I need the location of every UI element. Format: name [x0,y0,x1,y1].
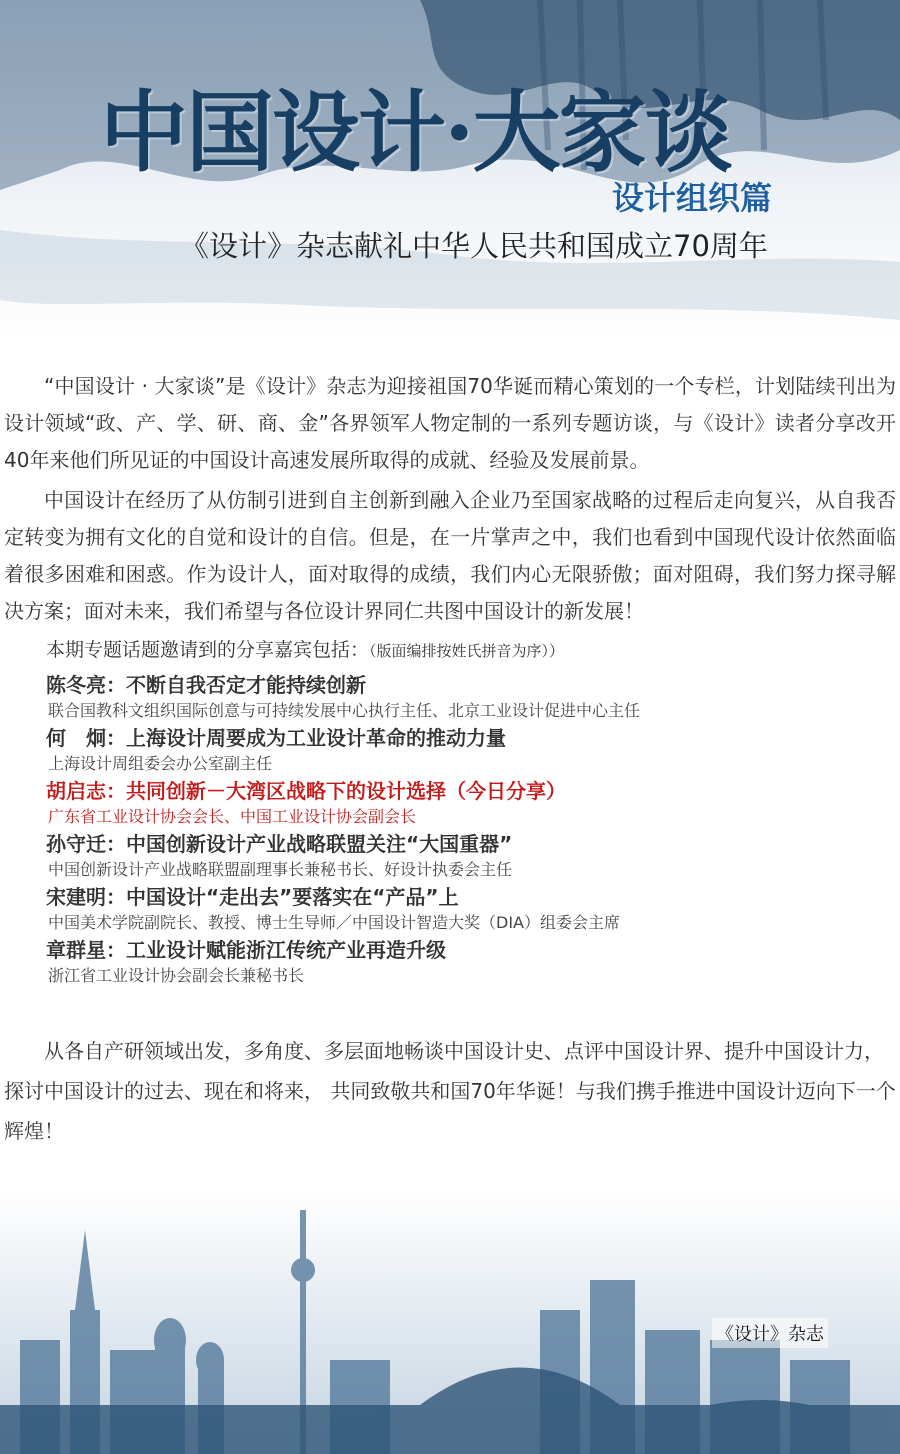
guests-order-note: （版面编排按姓氏拼音为序）） [369,642,565,660]
article-body [0,368,900,1151]
guest-item [0,671,900,722]
guest-title: 广东省工业设计协会会长、中国工业设计协会副会长 [48,807,417,826]
page-header [0,0,900,300]
guest-topic: 陈冬亮：不断自我否定才能持续创新 [46,673,366,697]
guest-item [0,830,900,881]
magazine-signature: 《设计》杂志 [712,1318,828,1348]
guests-intro-text: 本期专题话题邀请到的分享嘉宾包括： [46,639,370,661]
guest-title: 联合国教科文组织国际创意与可持续发展中心执行主任、北京工业设计促进中心主任 [48,701,641,720]
guest-title: 上海设计周组委会办公室副主任 [48,754,273,773]
guest-topic: 孙守迁：中国创新设计产业战略联盟关注“大国重器” [46,832,513,856]
guest-title: 中国创新设计产业战略联盟副理事长兼秘书长、好设计执委会主任 [48,860,513,879]
guest-item-featured [0,777,900,828]
intro-paragraph-2: 中国设计在经历了从仿制引进到自主创新到融入企业乃至国家战略的过程后走向复兴，从自我否定转变为拥有文化的自觉和设计的自信。但是，在一片掌声之中，我们也看到中国现代设计依然面临着很多困难和困惑。作为设计人，面对取得的成绩，我们内心无限骄傲；面对阻碍，我们努力探寻解决方案；面对未来，我们希望与各位设计界同仁共图中国设计的新发展！ [4,488,896,623]
closing-paragraph: 从各自产研领域出发，多角度、多层面地畅谈中国设计史、点评中国设计界、提升中国设计力，探讨中国设计的过去、现在和将来， 共同致敬共和国70年华诞！与我们携手推进中国设计迈向下一个辉煌！ [4,1039,896,1143]
guest-topic: 何 炯：上海设计周要成为工业设计革命的推动力量 [46,726,506,750]
guest-item [0,883,900,934]
guest-topic: 胡启志：共同创新－大湾区战略下的设计选择（今日分享） [46,779,566,803]
guest-item [0,724,900,775]
guest-topic: 章群星：工业设计赋能浙江传统产业再造升级 [46,938,446,962]
guest-title: 中国美术学院副院长、教授、博士生导师／中国设计智造大奖（DIA）组委会主席 [48,913,620,932]
guest-item [0,936,900,987]
page-title: 中国设计·大家谈 [100,80,731,184]
intro-paragraph-1: “中国设计 · 大家谈”是《设计》杂志为迎接祖国70华诞而精心策划的一个专栏，计划陆续刊出为设计领域“政、产、学、研、商、金”各界领军人物定制的一系列专题访谈，与《设计》读者分享改开40年来他们所见证的中国设计高速发展所取得的成就、经验及发展前景。 [4,374,896,472]
guest-title: 浙江省工业设计协会副会长兼秘书长 [48,966,305,985]
tagline: 《设计》杂志献礼中华人民共和国成立70周年 [180,229,768,263]
page-subtitle: 设计组织篇 [612,179,773,217]
guests-intro [0,632,900,669]
guest-topic: 宋建明：中国设计“走出去”要落实在“产品”上 [46,885,459,909]
